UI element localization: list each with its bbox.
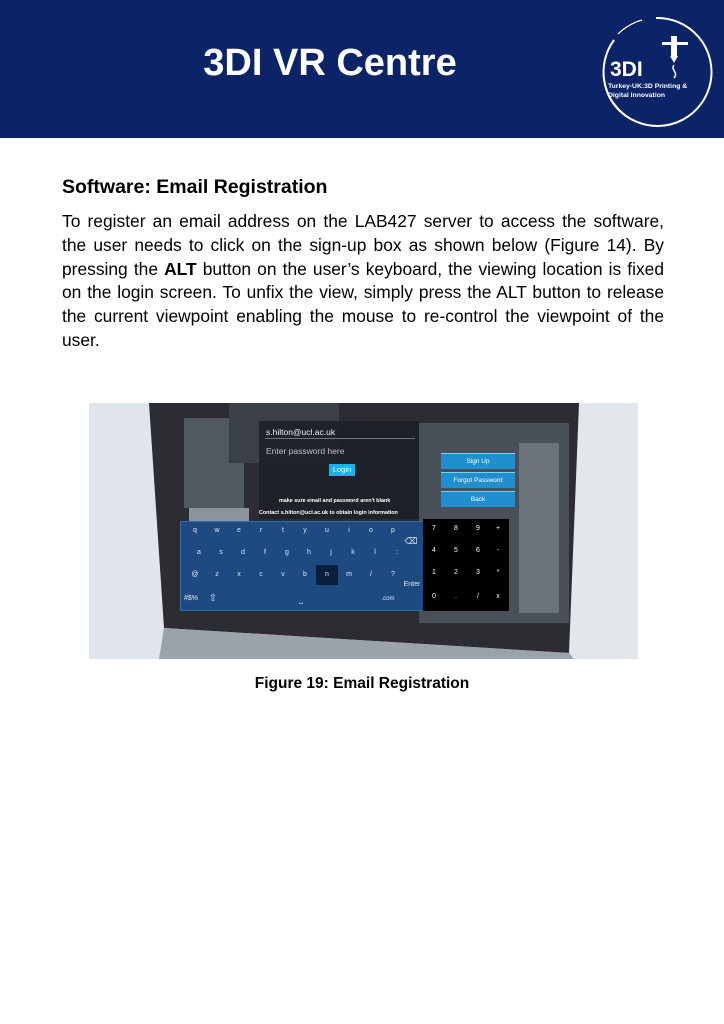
key-s[interactable]: s <box>219 549 223 556</box>
numpad-key-3[interactable]: 3 <box>476 569 480 576</box>
enter-key[interactable]: Enter <box>403 581 421 588</box>
numpad-key-plus[interactable]: + <box>495 525 501 532</box>
numpad-key-0[interactable]: 0 <box>432 593 436 600</box>
key-q[interactable]: q <box>193 527 197 534</box>
space-bar[interactable]: ⎵ <box>299 594 303 604</box>
key-g[interactable]: g <box>285 549 289 556</box>
key-h[interactable]: h <box>307 549 311 556</box>
key-t[interactable]: t <box>282 527 284 534</box>
logo-text: 3DI <box>610 58 643 81</box>
key-n[interactable]: n <box>316 565 338 585</box>
warning-text: make sure email and password aren't blank <box>279 498 391 504</box>
logo-tagline-1: Turkey-UK:3D Printing & <box>608 83 688 90</box>
key-y[interactable]: y <box>303 527 307 534</box>
numpad-key-divide[interactable]: / <box>477 593 479 600</box>
numpad-key-8[interactable]: 8 <box>454 525 458 532</box>
login-button[interactable]: Login <box>329 464 355 476</box>
key-u[interactable]: u <box>325 527 329 534</box>
numpad-key-1[interactable]: 1 <box>432 569 436 576</box>
key-l[interactable]: l <box>374 549 376 556</box>
section-heading: Software: Email Registration <box>62 176 328 198</box>
email-field[interactable]: s.hilton@ucl.ac.uk <box>266 427 336 437</box>
key-a[interactable]: a <box>197 549 201 556</box>
3d-printer-nozzle-icon <box>660 32 690 82</box>
key-f[interactable]: f <box>264 549 266 556</box>
key-w[interactable]: w <box>214 527 220 534</box>
key-j[interactable]: j <box>330 549 332 556</box>
paragraph-bold-alt: ALT <box>164 258 197 279</box>
numpad-key-minus[interactable]: - <box>496 547 500 554</box>
key-r[interactable]: r <box>259 527 263 534</box>
forgot-password-button[interactable]: Forgot Password <box>441 472 515 488</box>
email-underline <box>265 438 415 439</box>
figure-screenshot <box>89 403 638 659</box>
key-z[interactable]: z <box>215 571 219 578</box>
numpad-key-x[interactable]: x <box>496 593 500 600</box>
numpad-key-5[interactable]: 5 <box>454 547 458 554</box>
symbols-key[interactable]: #$% <box>183 595 198 602</box>
key-v[interactable]: v <box>281 571 285 578</box>
back-button[interactable]: Back <box>441 491 515 507</box>
key-d[interactable]: d <box>241 549 245 556</box>
key-p[interactable]: p <box>391 527 395 534</box>
header-banner <box>0 0 724 138</box>
key-b[interactable]: b <box>303 571 307 578</box>
key-k[interactable]: k <box>351 549 355 556</box>
numpad-key-6[interactable]: 6 <box>476 547 480 554</box>
numpad-key-multiply[interactable]: * <box>496 569 500 576</box>
figure-caption: Figure 19: Email Registration <box>254 675 470 692</box>
key-o[interactable]: o <box>369 527 373 534</box>
sign-up-button[interactable]: Sign Up <box>441 453 515 469</box>
key-i[interactable]: i <box>348 527 350 534</box>
key-c[interactable]: c <box>259 571 263 578</box>
body-paragraph <box>62 210 664 353</box>
page-title: 3DI VR Centre <box>203 42 457 84</box>
key-colon[interactable]: : <box>396 549 398 556</box>
key-slash[interactable]: / <box>370 571 372 578</box>
numpad-key-4[interactable]: 4 <box>432 547 436 554</box>
paragraph-text-1: To register an email address on the LAB427 server to access the software, the user needs to click on the sign-up box as shown below (Figure 14). By pressing the <box>62 211 664 279</box>
password-field[interactable]: Enter password here <box>266 446 345 456</box>
key-x[interactable]: x <box>237 571 241 578</box>
paragraph-text-2: button on the user’s keyboard, the viewing location is fixed on the login screen. To unfix the view, simply press the ALT button to release the current viewpoint enabling the mouse to re-control the viewpoint of the user. <box>62 258 664 350</box>
numpad-key-2[interactable]: 2 <box>454 569 458 576</box>
shift-key[interactable]: ⇧ <box>208 593 218 604</box>
numpad-key-9[interactable]: 9 <box>476 525 480 532</box>
com-key[interactable]: .com <box>381 596 395 602</box>
numpad-key-dot[interactable]: . <box>455 593 457 600</box>
key-e[interactable]: e <box>237 527 241 534</box>
numpad-key-7[interactable]: 7 <box>432 525 436 532</box>
contact-text: Contact s.hilton@ucl.ac.uk to obtain login information <box>259 510 398 516</box>
key-at[interactable]: @ <box>191 571 199 578</box>
key-m[interactable]: m <box>346 571 352 578</box>
logo-tagline-2: Digital Innovation <box>608 92 666 99</box>
backspace-key[interactable]: ⌫ <box>404 536 418 546</box>
3di-logo <box>596 12 716 130</box>
key-question[interactable]: ? <box>391 571 395 578</box>
